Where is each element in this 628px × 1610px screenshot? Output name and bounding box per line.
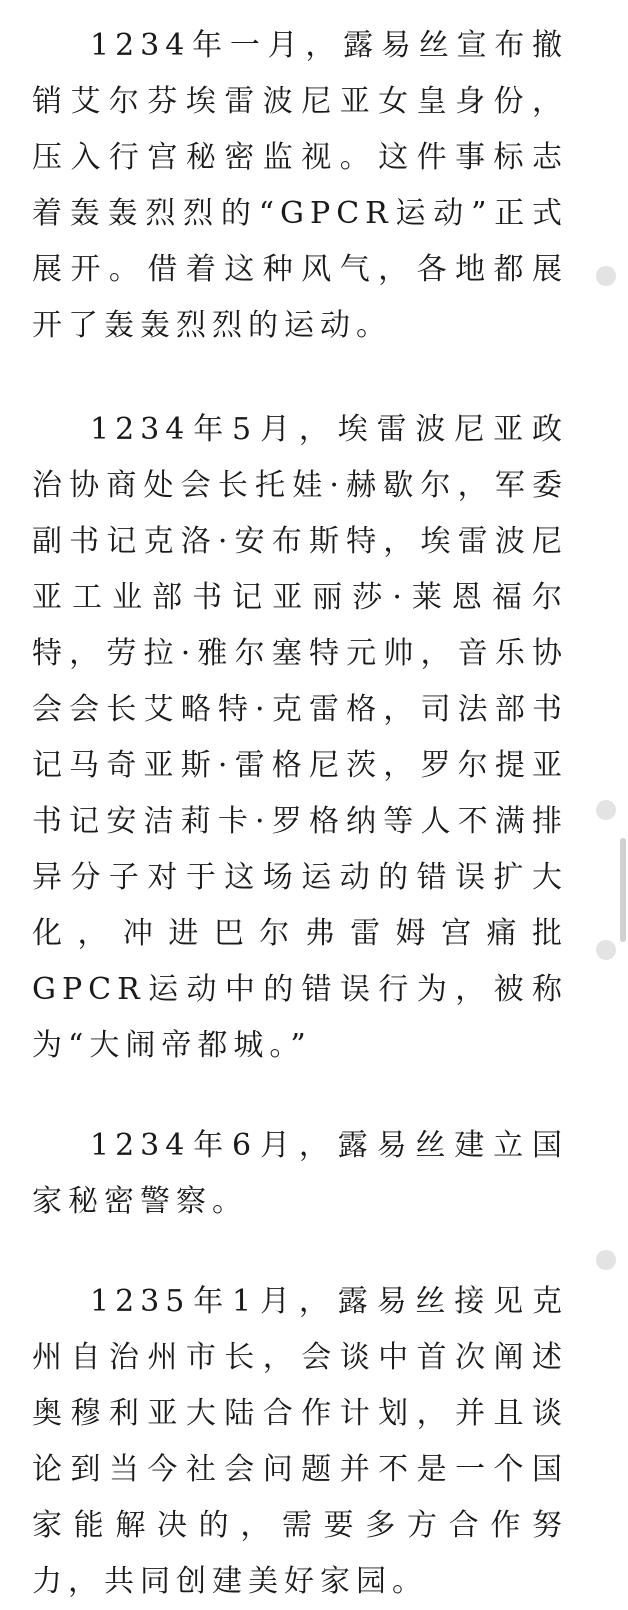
paragraph-1: 1234年一月，露易丝宣布撤销艾尔芬埃雷波尼亚女皇身份，压入行宫秘密监视。这件事标志着轰轰烈烈的“GPCR运动”正式展开。借着这种风气，各地都展开了轰轰烈烈的运动。 — [32, 28, 568, 343]
paragraph-comment-dot[interactable] — [596, 940, 616, 960]
scrollbar-thumb[interactable] — [620, 838, 626, 942]
paragraph-spacer — [32, 1230, 568, 1274]
paragraph-3: 1234年6月，露易丝建立国家秘密警察。 — [32, 1128, 568, 1219]
paragraph-2: 1234年5月，埃雷波尼亚政治协商处会长托娃·赫歇尔，军委副书记克洛·安布斯特，埃雷波尼亚工业部书记亚丽莎·莱恩福尔特，劳拉·雅尔塞特元帅，音乐协会会长艾略特·克雷格，司法部书记马奇亚斯·雷格尼茨，罗尔提亚书记安洁莉卡·罗格纳等人不满排异分子对于这场运动的错误扩大化，冲进巴尔弗雷姆宫痛批GPCR运动中的错误行为，被称为“大闹帝都城。” — [32, 412, 568, 1063]
document-body — [32, 18, 568, 1610]
paragraph-comment-dot[interactable] — [596, 1250, 616, 1270]
paragraph-comment-dot[interactable] — [596, 800, 616, 820]
paragraph-4: 1235年1月，露易丝接见克州自治州市长，会谈中首次阐述奥穆利亚大陆合作计划，并且谈论到当今社会问题并不是一个国家能解决的，需要多方合作努力，共同创建美好家园。 — [32, 1284, 568, 1599]
paragraph-spacer — [32, 354, 568, 402]
paragraph-comment-dot[interactable] — [596, 266, 616, 286]
paragraph-spacer — [32, 1074, 568, 1118]
